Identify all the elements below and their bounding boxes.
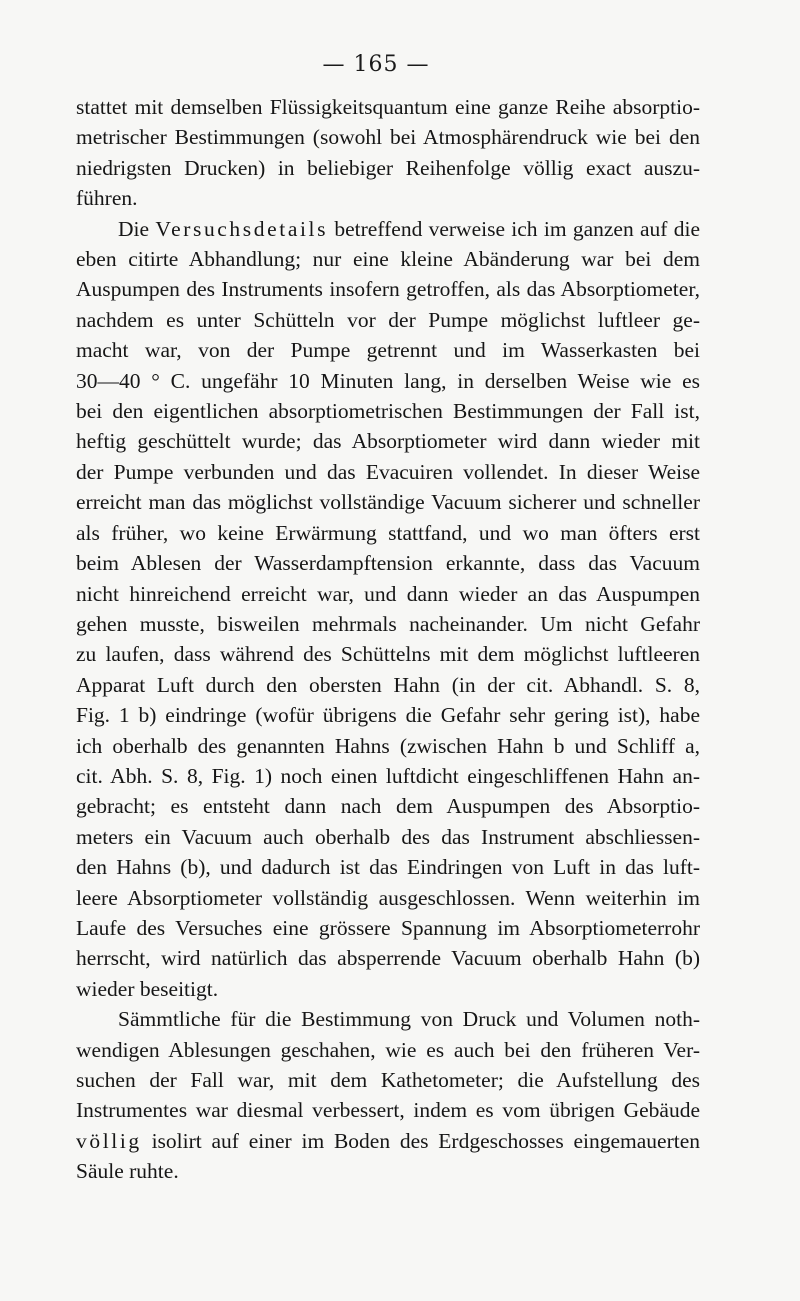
text-line: als früher, wo keine Erwärmung stattfand, und wo man öfters erst: [76, 520, 700, 545]
text-line: gehen musste, bisweilen mehrmals nacheinander. Um nicht Gefahr: [76, 611, 700, 636]
text-line: Laufe des Versuches eine grössere Spannung im Absorptiometerrohr: [76, 915, 700, 940]
emphasized-term: Versuchsdetails: [155, 216, 329, 241]
paragraph-2: [76, 214, 700, 1005]
text-line: Apparat Luft durch den obersten Hahn (in der cit. Abhandl. S. 8,: [76, 672, 700, 697]
text-line: cit. Abh. S. 8, Fig. 1) noch einen luftdicht eingeschliffenen Hahn an-: [76, 763, 700, 788]
text-line: Instrumentes war diesmal verbessert, indem es vom übrigen Gebäude: [76, 1098, 700, 1123]
text-line: Auspumpen des Instruments insofern getroffen, als das Absorptiometer,: [76, 277, 700, 302]
paragraph-3: [76, 1004, 700, 1186]
text-line: ich oberhalb des genannten Hahns (zwischen Hahn b und Schliff a,: [76, 733, 700, 758]
text-line: nicht hinreichend erreicht war, und dann wieder an das Auspumpen: [76, 581, 700, 606]
paragraph-1: [76, 92, 700, 214]
text-line: Fig. 1 b) eindringe (wofür übrigens die Gefahr sehr gering ist), habe: [76, 703, 700, 728]
text-fragment: isolirt auf einer im Boden des Erdgeschosses eingemauerten: [151, 1128, 701, 1153]
text-line: Säule ruhte.: [76, 1159, 179, 1184]
text-line: heftig geschüttelt wurde; das Absorptiometer wird dann wieder mit: [76, 429, 700, 454]
text-line: eben citirte Abhandlung; nur eine kleine Abänderung war bei dem: [76, 247, 700, 272]
text-line: wendigen Ablesungen geschahen, wie es auch bei den früheren Ver-: [76, 1037, 700, 1062]
text-line: herrscht, wird natürlich das absperrende Vacuum oberhalb Hahn (b): [76, 946, 700, 971]
text-line: zu laufen, dass während des Schüttelns mit dem möglichst luftleeren: [76, 642, 700, 667]
text-line: macht war, von der Pumpe getrennt und im Wasserkasten bei: [76, 338, 700, 363]
text-line: stattet mit demselben Flüssigkeitsquantum eine ganze Reihe absorptio-: [76, 95, 700, 119]
body-text: [76, 92, 700, 1187]
text-line: nachdem es unter Schütteln vor der Pumpe möglichst luftleer ge-: [76, 307, 700, 332]
text-line: bei den eigentlichen absorptiometrischen Bestimmungen der Fall ist,: [76, 399, 700, 424]
text-line: leere Absorptiometer vollständig ausgeschlossen. Wenn weiterhin im: [76, 885, 700, 910]
text-line: führen.: [76, 186, 138, 211]
text-line: meters ein Vacuum auch oberhalb des das Instrument abschliessen-: [76, 824, 700, 849]
text-line: 30—40 ° C. ungefähr 10 Minuten lang, in derselben Weise wie es: [76, 368, 700, 393]
text-line: suchen der Fall war, mit dem Kathetometer; die Aufstellung des: [76, 1068, 700, 1092]
emphasized-term: völlig: [76, 1128, 142, 1153]
text-line: Sämmtliche für die Bestimmung von Druck und Volumen noth-: [118, 1007, 700, 1032]
text-line: den Hahns (b), und dadurch ist das Eindringen von Luft in das luft-: [76, 855, 700, 880]
text-line: der Pumpe verbunden und das Evacuiren vollendet. In dieser Weise: [76, 459, 700, 484]
text-line: wieder beseitigt.: [76, 976, 219, 1001]
text-line: niedrigsten Drucken) in beliebiger Reihenfolge völlig exact auszu-: [76, 155, 700, 180]
text-line: metrischer Bestimmungen (sowohl bei Atmosphärendruck wie bei den: [76, 125, 700, 150]
text-line: [76, 1126, 700, 1156]
text-fragment: Die: [118, 216, 156, 241]
text-line: gebracht; es entsteht dann nach dem Auspumpen des Absorptio-: [76, 794, 700, 819]
text-fragment: betreffend verweise ich im ganzen auf die: [334, 216, 700, 241]
text-line: erreicht man das möglichst vollständige Vacuum sicherer und schneller: [76, 490, 700, 515]
text-line: beim Ablesen der Wasserdampftension erkannte, dass das Vacuum: [76, 551, 700, 576]
page-number: — 165 —: [322, 52, 430, 77]
text-line: [76, 214, 700, 244]
